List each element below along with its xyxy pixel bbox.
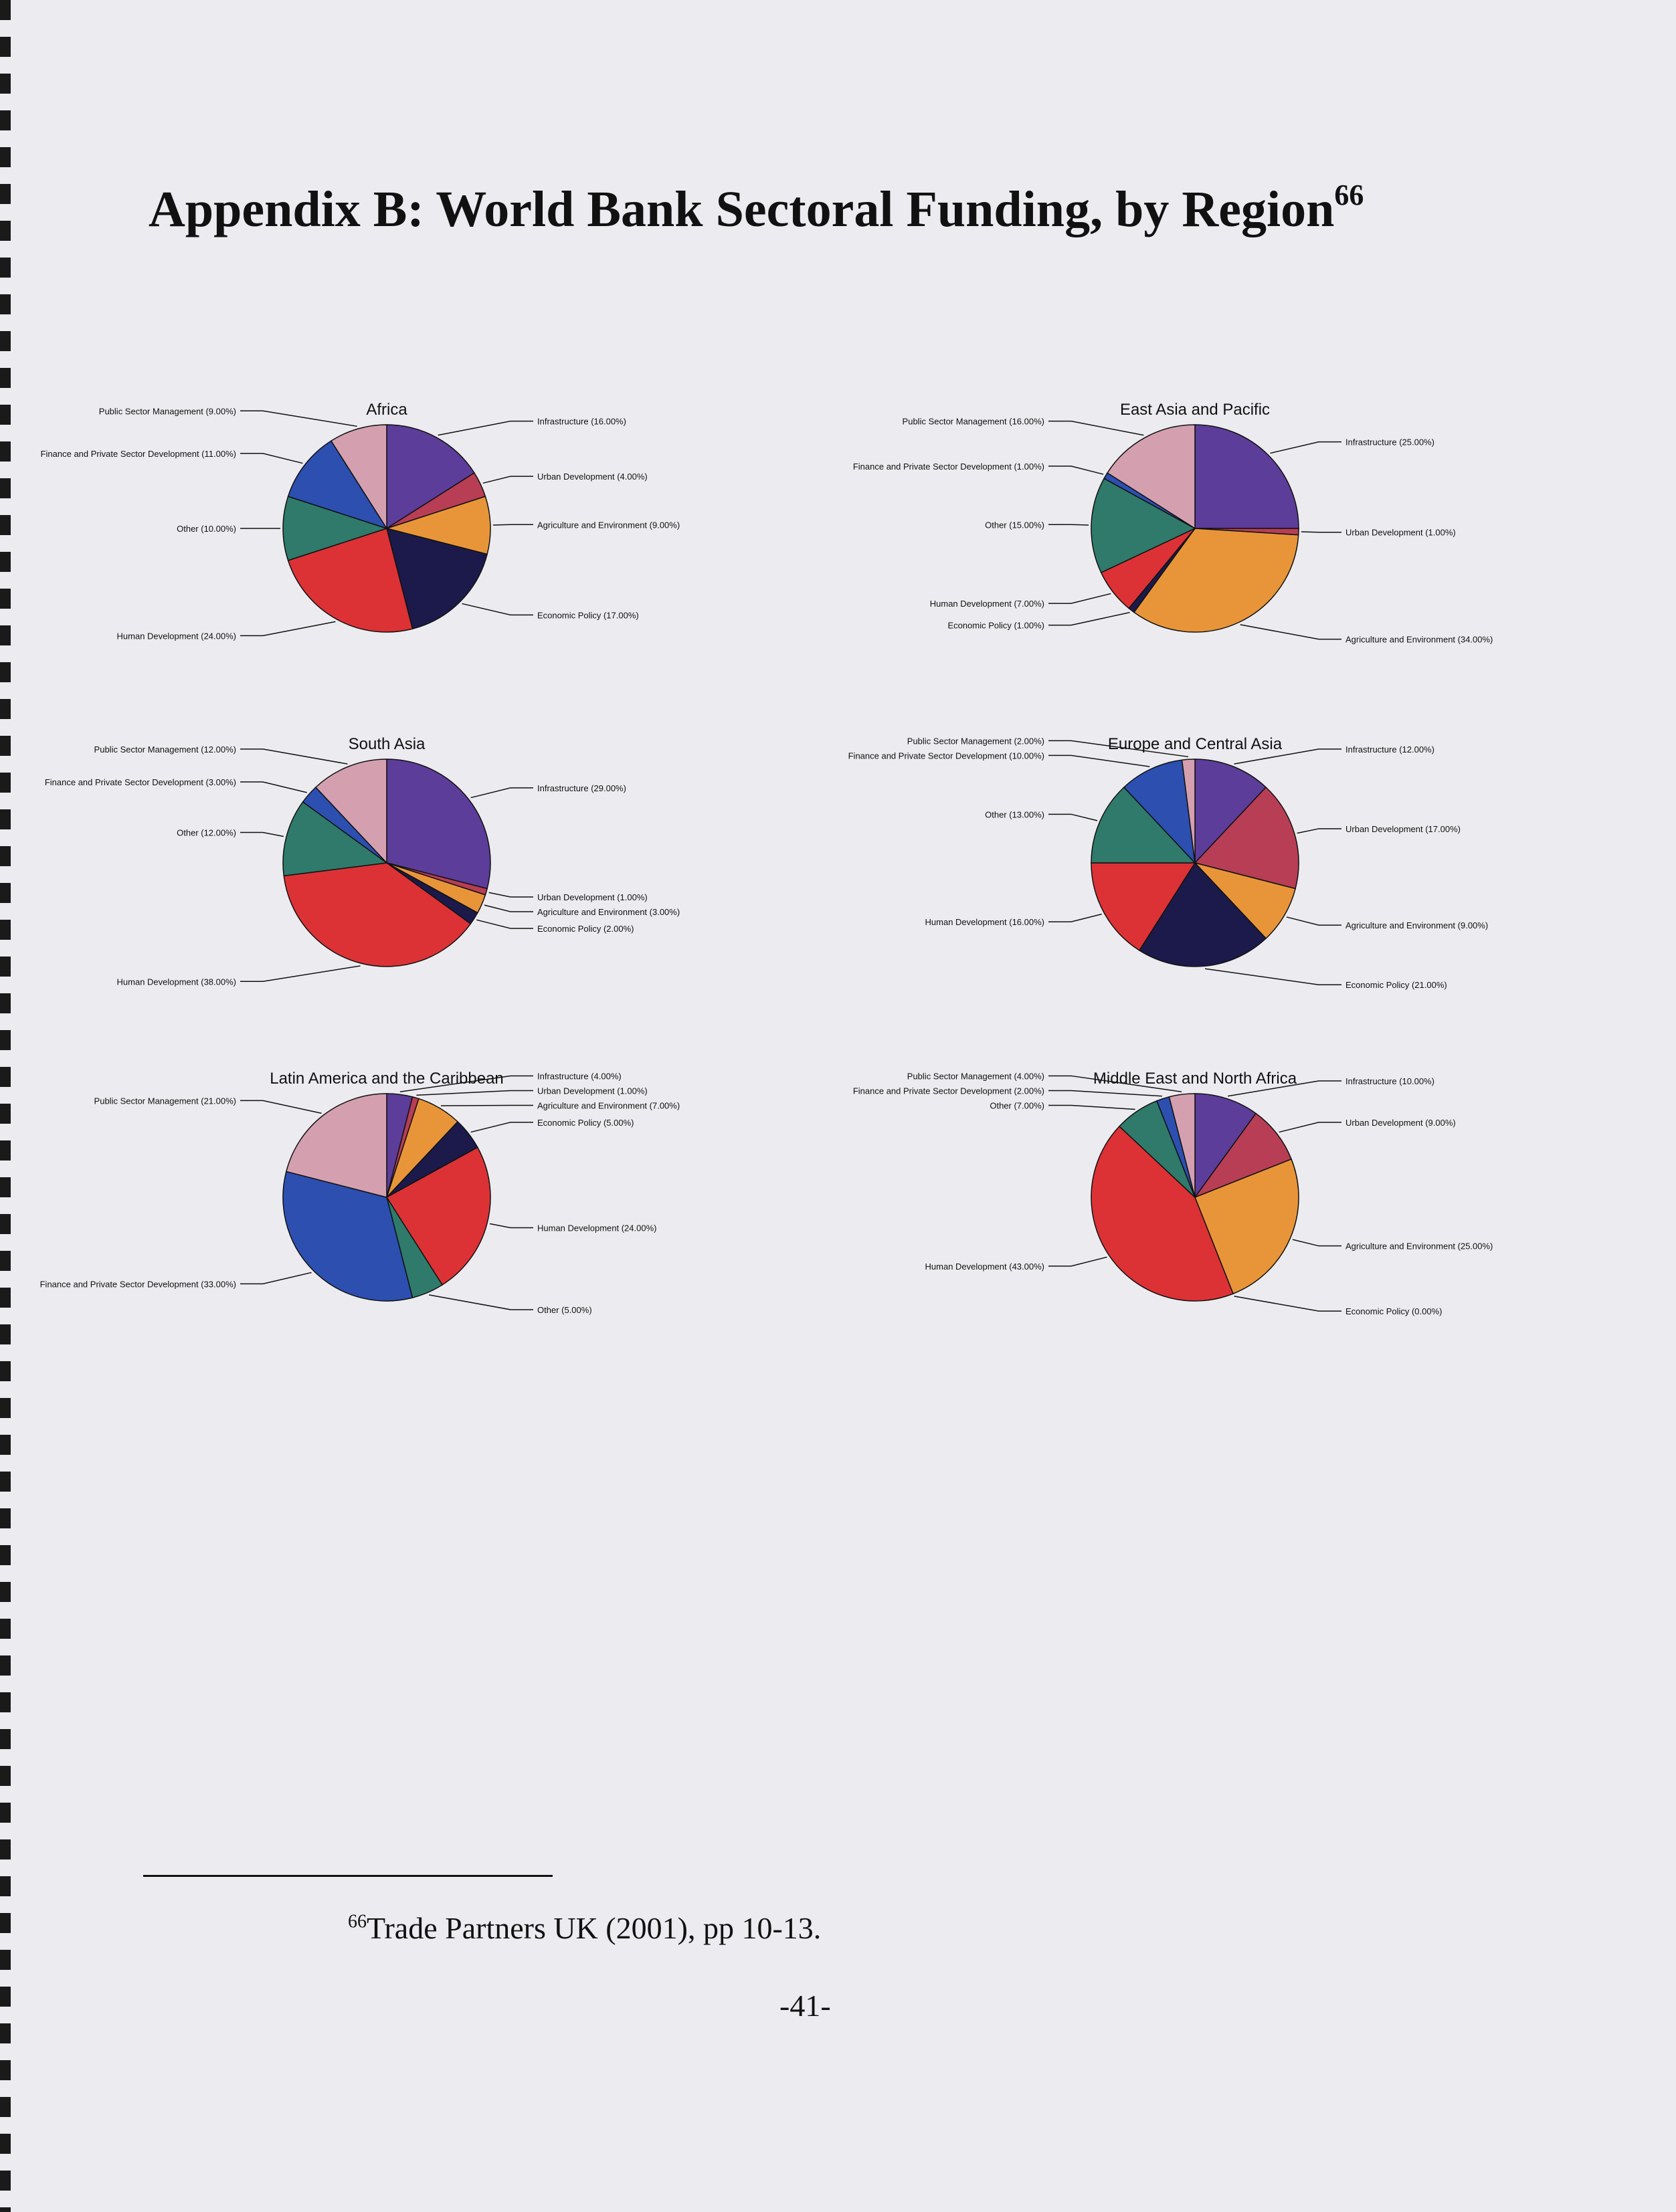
leader-line bbox=[1048, 1105, 1135, 1109]
leader-line bbox=[1293, 1239, 1341, 1246]
leader-line bbox=[240, 411, 357, 426]
slice-label: Urban Development (9.00%) bbox=[1345, 1117, 1456, 1128]
leader-line bbox=[1048, 914, 1102, 922]
slice-label: Public Sector Management (2.00%) bbox=[907, 736, 1044, 746]
leader-line bbox=[462, 603, 533, 615]
leader-line bbox=[1048, 755, 1149, 767]
leader-line bbox=[1048, 421, 1143, 435]
leader-line bbox=[1048, 593, 1111, 603]
leader-line bbox=[1205, 969, 1341, 985]
slice-label: Agriculture and Environment (7.00%) bbox=[537, 1100, 680, 1111]
pie-chart-europe-and-central-asia bbox=[848, 735, 1489, 990]
title-footnote-marker: 66 bbox=[1334, 178, 1364, 211]
leader-line bbox=[471, 788, 533, 798]
slice-label: Human Development (16.00%) bbox=[925, 917, 1044, 928]
leader-line bbox=[240, 1272, 312, 1284]
slice-label: Other (15.00%) bbox=[985, 520, 1044, 530]
slice-label: Human Development (38.00%) bbox=[116, 977, 236, 987]
leader-line bbox=[441, 1105, 533, 1106]
slice-label: Economic Policy (1.00%) bbox=[947, 620, 1044, 631]
slice-label: Agriculture and Environment (25.00%) bbox=[1345, 1241, 1493, 1251]
leader-line bbox=[493, 524, 533, 525]
pie-chart-middle-east-and-north-africa bbox=[853, 1070, 1493, 1316]
leader-line bbox=[1048, 1090, 1162, 1096]
slice-label: Finance and Private Sector Development (11.00%) bbox=[40, 448, 236, 459]
leader-line bbox=[240, 782, 307, 793]
leader-line bbox=[416, 1090, 533, 1095]
leader-line bbox=[1270, 442, 1341, 454]
leader-line bbox=[1240, 625, 1341, 639]
slice-label: Economic Policy (21.00%) bbox=[1345, 980, 1447, 991]
chart-title: Middle East and North Africa bbox=[1093, 1070, 1297, 1088]
slice-label: Infrastructure (16.00%) bbox=[537, 416, 626, 427]
slice-label: Other (12.00%) bbox=[177, 827, 236, 838]
slice-label: Infrastructure (12.00%) bbox=[1345, 744, 1434, 755]
page-number: -41- bbox=[779, 1989, 831, 2023]
slice-label: Economic Policy (17.00%) bbox=[537, 610, 639, 621]
pie-slice-infrastructure bbox=[1195, 425, 1299, 528]
leader-line bbox=[240, 966, 360, 981]
slice-label: Other (7.00%) bbox=[990, 1100, 1044, 1111]
leader-line bbox=[1048, 524, 1089, 525]
leader-line bbox=[1297, 829, 1341, 833]
slice-label: Human Development (7.00%) bbox=[929, 599, 1044, 609]
slice-label: Infrastructure (4.00%) bbox=[537, 1071, 622, 1082]
slice-label: Public Sector Management (4.00%) bbox=[907, 1071, 1044, 1082]
leader-line bbox=[1234, 1296, 1341, 1311]
pie-chart-africa bbox=[41, 401, 680, 641]
chart-title: Latin America and the Caribbean bbox=[270, 1070, 504, 1088]
slice-label: Infrastructure (10.00%) bbox=[1345, 1076, 1434, 1086]
slice-label: Finance and Private Sector Development (2.00%) bbox=[852, 1086, 1044, 1096]
page-title bbox=[149, 178, 1364, 239]
slice-label: Other (13.00%) bbox=[985, 809, 1044, 820]
slice-label: Urban Development (17.00%) bbox=[1345, 823, 1461, 834]
leader-line bbox=[1048, 814, 1097, 821]
chart-title: South Asia bbox=[348, 735, 426, 753]
slice-label: Human Development (24.00%) bbox=[537, 1223, 657, 1233]
leader-line bbox=[240, 832, 284, 836]
leader-line bbox=[490, 1224, 533, 1228]
slice-label: Infrastructure (29.00%) bbox=[537, 783, 626, 793]
slice-label: Human Development (43.00%) bbox=[925, 1261, 1044, 1272]
slice-label: Urban Development (1.00%) bbox=[537, 892, 648, 903]
slice-label: Economic Policy (2.00%) bbox=[537, 924, 634, 934]
chart-title: Africa bbox=[366, 401, 407, 419]
slice-label: Other (10.00%) bbox=[177, 524, 236, 534]
slice-label: Economic Policy (5.00%) bbox=[537, 1117, 634, 1128]
leader-line bbox=[1287, 917, 1341, 925]
slice-label: Finance and Private Sector Development (33.00%) bbox=[39, 1279, 236, 1290]
pie-chart-south-asia bbox=[45, 735, 680, 987]
leader-line bbox=[438, 421, 533, 435]
slice-label: Urban Development (4.00%) bbox=[537, 472, 648, 482]
slice-label: Finance and Private Sector Development (1.00%) bbox=[852, 461, 1044, 472]
leader-line bbox=[1048, 1257, 1107, 1266]
leader-line bbox=[484, 905, 533, 912]
chart-title: East Asia and Pacific bbox=[1119, 401, 1271, 419]
slice-label: Agriculture and Environment (34.00%) bbox=[1345, 634, 1493, 645]
footnote bbox=[348, 1910, 821, 1946]
leader-line bbox=[1048, 466, 1103, 474]
slice-label: Other (5.00%) bbox=[537, 1304, 592, 1315]
leader-line bbox=[1048, 613, 1130, 625]
slice-label: Public Sector Management (12.00%) bbox=[94, 744, 236, 755]
leader-line bbox=[471, 1122, 533, 1132]
slice-label: Human Development (24.00%) bbox=[116, 631, 236, 641]
slice-label: Agriculture and Environment (9.00%) bbox=[1345, 920, 1489, 931]
leader-line bbox=[240, 454, 302, 464]
slice-label: Public Sector Management (21.00%) bbox=[94, 1096, 236, 1106]
footnote-text: Trade Partners UK (2001), pp 10-13. bbox=[367, 1911, 822, 1945]
leader-line bbox=[240, 621, 335, 635]
slice-label: Urban Development (1.00%) bbox=[1345, 527, 1456, 538]
pie-chart-east-asia-and-pacific bbox=[853, 401, 1493, 645]
leader-line bbox=[429, 1295, 533, 1310]
footnote-divider bbox=[143, 1875, 553, 1877]
slice-label: Finance and Private Sector Development (10.00%) bbox=[848, 750, 1044, 761]
slice-label: Agriculture and Environment (3.00%) bbox=[537, 907, 680, 918]
slice-label: Urban Development (1.00%) bbox=[537, 1086, 648, 1096]
slice-label: Agriculture and Environment (9.00%) bbox=[537, 520, 680, 530]
footnote-marker: 66 bbox=[348, 1911, 367, 1932]
chart-title: Europe and Central Asia bbox=[1107, 735, 1283, 753]
pie-charts-grid bbox=[0, 375, 1676, 1405]
slice-label: Finance and Private Sector Development (3.00%) bbox=[44, 777, 236, 787]
slice-label: Infrastructure (25.00%) bbox=[1345, 437, 1434, 447]
page-title-text: Appendix B: World Bank Sectoral Funding, by Region bbox=[149, 181, 1335, 237]
leader-line bbox=[476, 920, 533, 928]
slice-label: Public Sector Management (16.00%) bbox=[902, 416, 1044, 427]
leader-line bbox=[240, 1100, 322, 1113]
leader-line bbox=[489, 892, 533, 897]
leader-line bbox=[240, 749, 347, 764]
pie-chart-latin-america-and-the-caribbean bbox=[40, 1070, 680, 1315]
slice-label: Economic Policy (0.00%) bbox=[1345, 1306, 1442, 1317]
leader-line bbox=[1279, 1122, 1341, 1132]
slice-label: Public Sector Management (9.00%) bbox=[98, 406, 236, 417]
leader-line bbox=[483, 476, 533, 483]
